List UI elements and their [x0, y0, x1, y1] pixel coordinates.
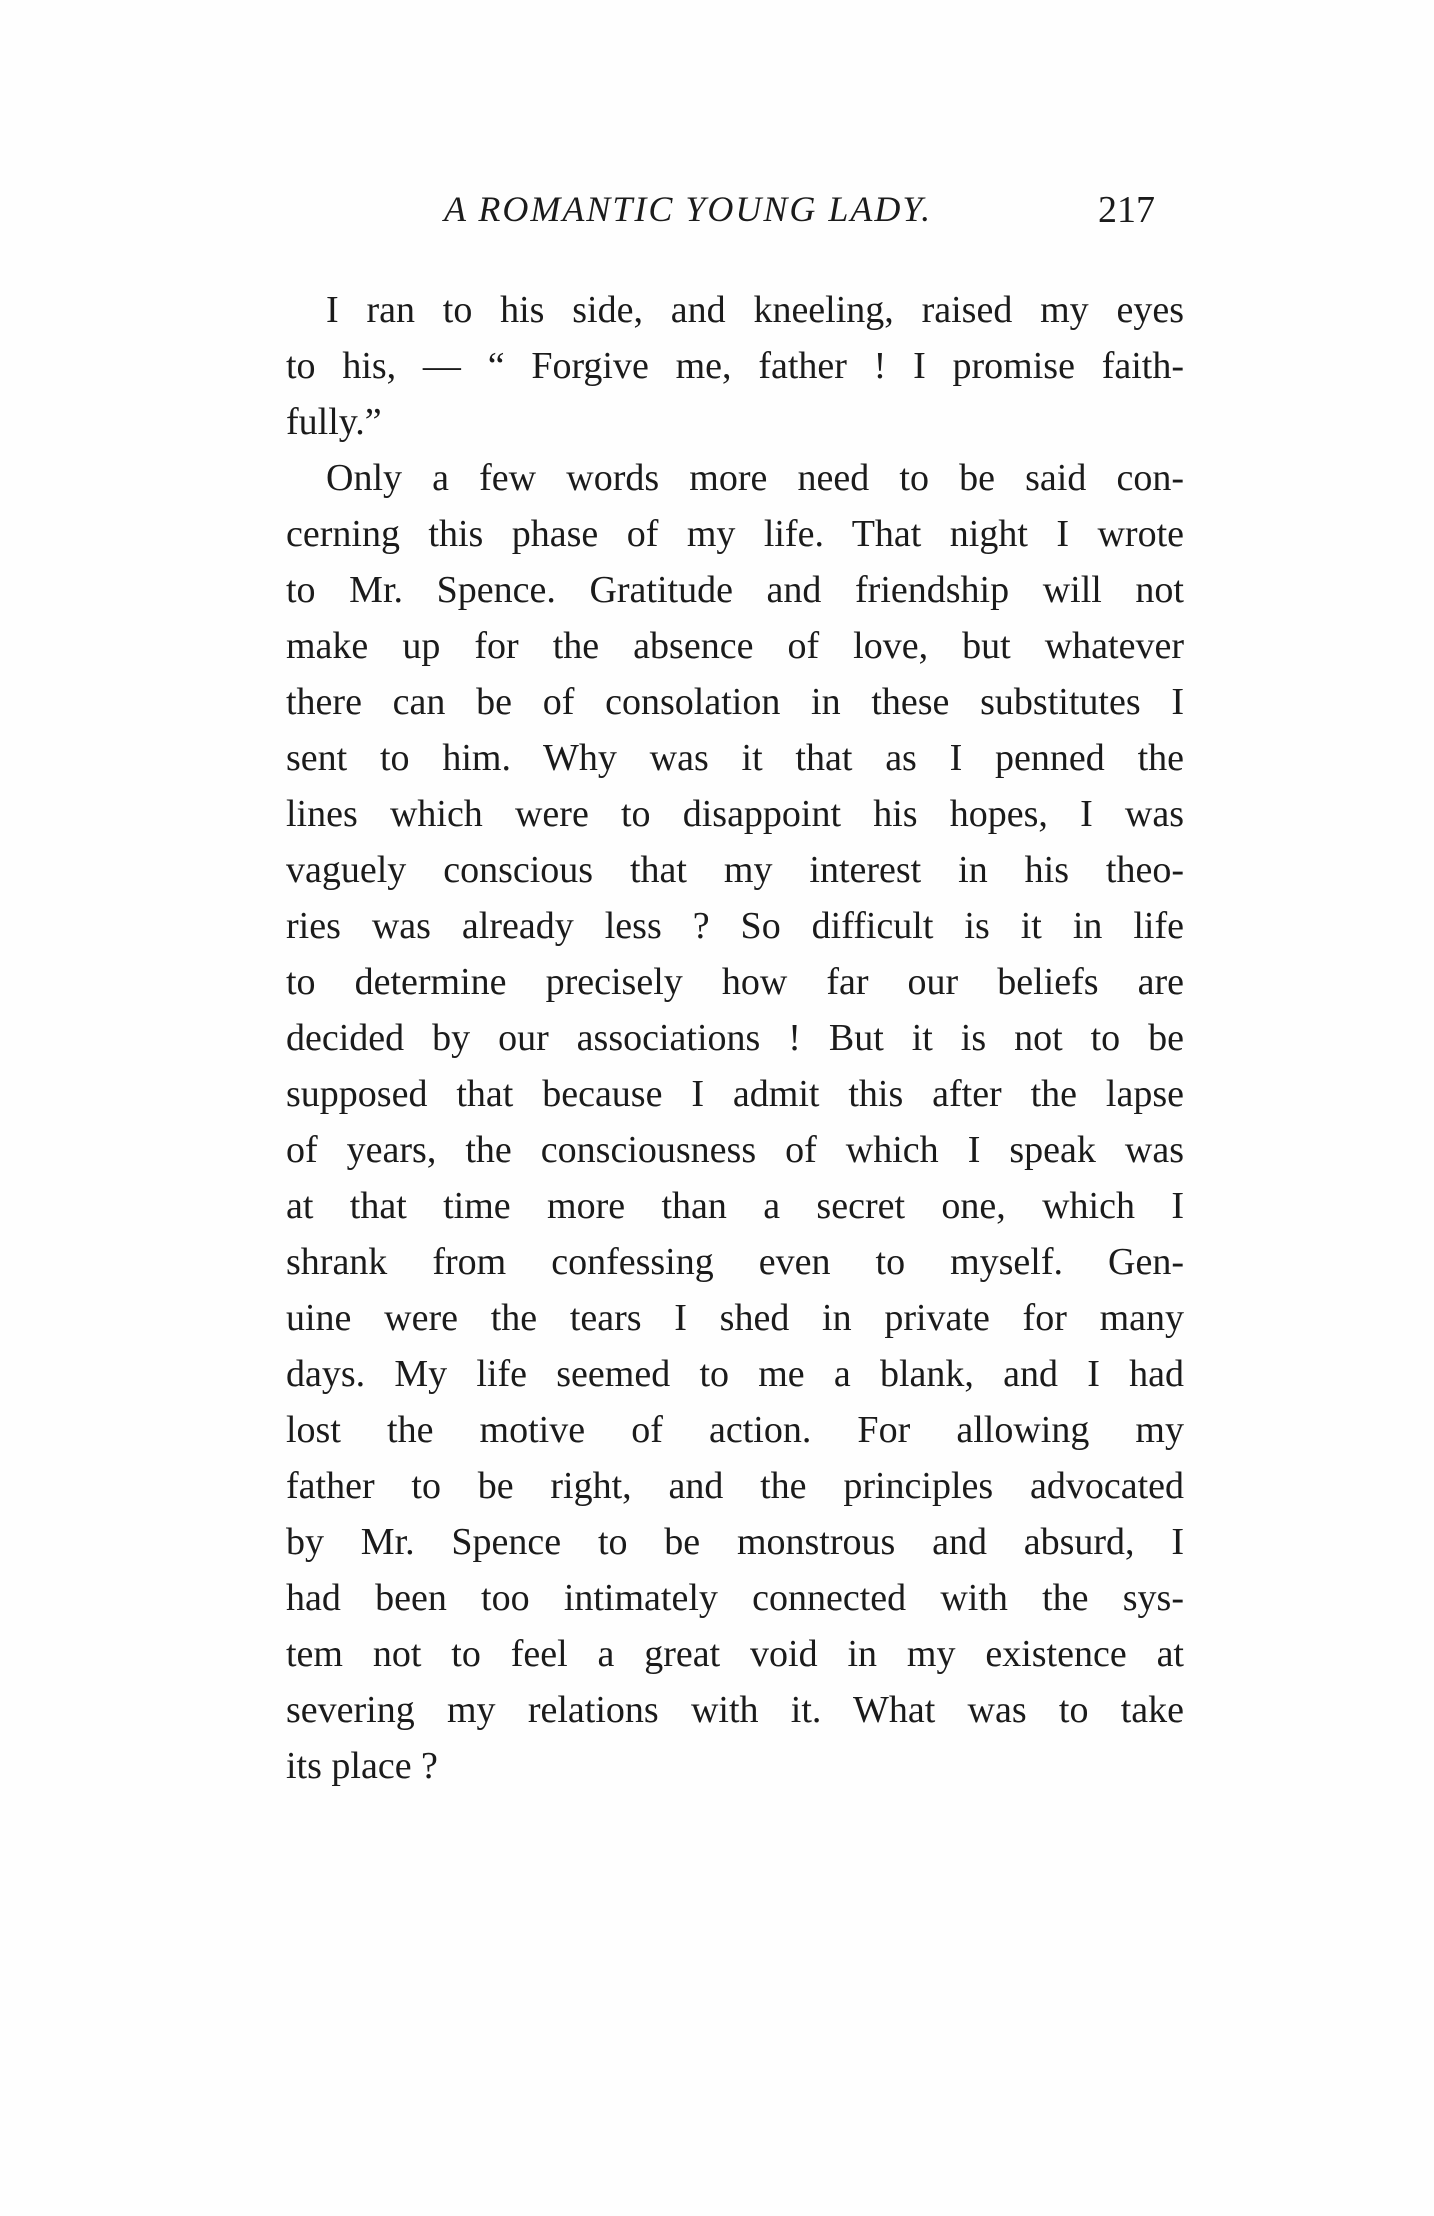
text-line: ries was already less ? So difficult is it in life — [286, 905, 1184, 947]
text-line: to Mr. Spence. Gratitude and friendship will not — [286, 569, 1184, 611]
text-line: tem not to feel a great void in my existence at — [286, 1633, 1184, 1675]
text-line: to his, — “ Forgive me, father ! I promise faith- — [286, 345, 1184, 387]
page-number: 217 — [1098, 189, 1155, 231]
text-line: to determine precisely how far our beliefs are — [286, 961, 1184, 1003]
text-line: its place ? — [286, 1745, 438, 1787]
text-line: fully.” — [286, 401, 382, 443]
body-text — [286, 282, 1184, 1794]
text-line: sent to him. Why was it that as I penned the — [286, 737, 1184, 779]
running-title: A ROMANTIC YOUNG LADY. — [444, 189, 933, 229]
text-line: supposed that because I admit this after the lapse — [286, 1073, 1184, 1115]
text-line: of years, the consciousness of which I speak was — [286, 1129, 1184, 1171]
text-line: decided by our associations ! But it is not to be — [286, 1017, 1184, 1059]
text-line: shrank from confessing even to myself. Gen- — [286, 1241, 1184, 1283]
text-line: had been too intimately connected with the sys- — [286, 1577, 1184, 1619]
text-line: lines which were to disappoint his hopes, I was — [286, 793, 1184, 835]
text-line: make up for the absence of love, but whatever — [286, 625, 1184, 667]
text-line: uine were the tears I shed in private for many — [286, 1297, 1184, 1339]
text-line: lost the motive of action. For allowing my — [286, 1409, 1184, 1451]
text-line: I ran to his side, and kneeling, raised my eyes — [326, 289, 1184, 331]
text-line: days. My life seemed to me a blank, and I had — [286, 1353, 1184, 1395]
paragraph-2 — [286, 450, 1184, 1794]
text-line: there can be of consolation in these substitutes I — [286, 681, 1184, 723]
text-line: at that time more than a secret one, which I — [286, 1185, 1184, 1227]
text-line: vaguely conscious that my interest in his theo- — [286, 849, 1184, 891]
running-head — [286, 188, 1186, 248]
text-line: by Mr. Spence to be monstrous and absurd, I — [286, 1521, 1184, 1563]
text-line: severing my relations with it. What was to take — [286, 1689, 1184, 1731]
paragraph-1 — [286, 282, 1184, 450]
text-line: Only a few words more need to be said con- — [326, 457, 1184, 499]
text-line: cerning this phase of my life. That night I wrote — [286, 513, 1184, 555]
text-line: father to be right, and the principles advocated — [286, 1465, 1184, 1507]
